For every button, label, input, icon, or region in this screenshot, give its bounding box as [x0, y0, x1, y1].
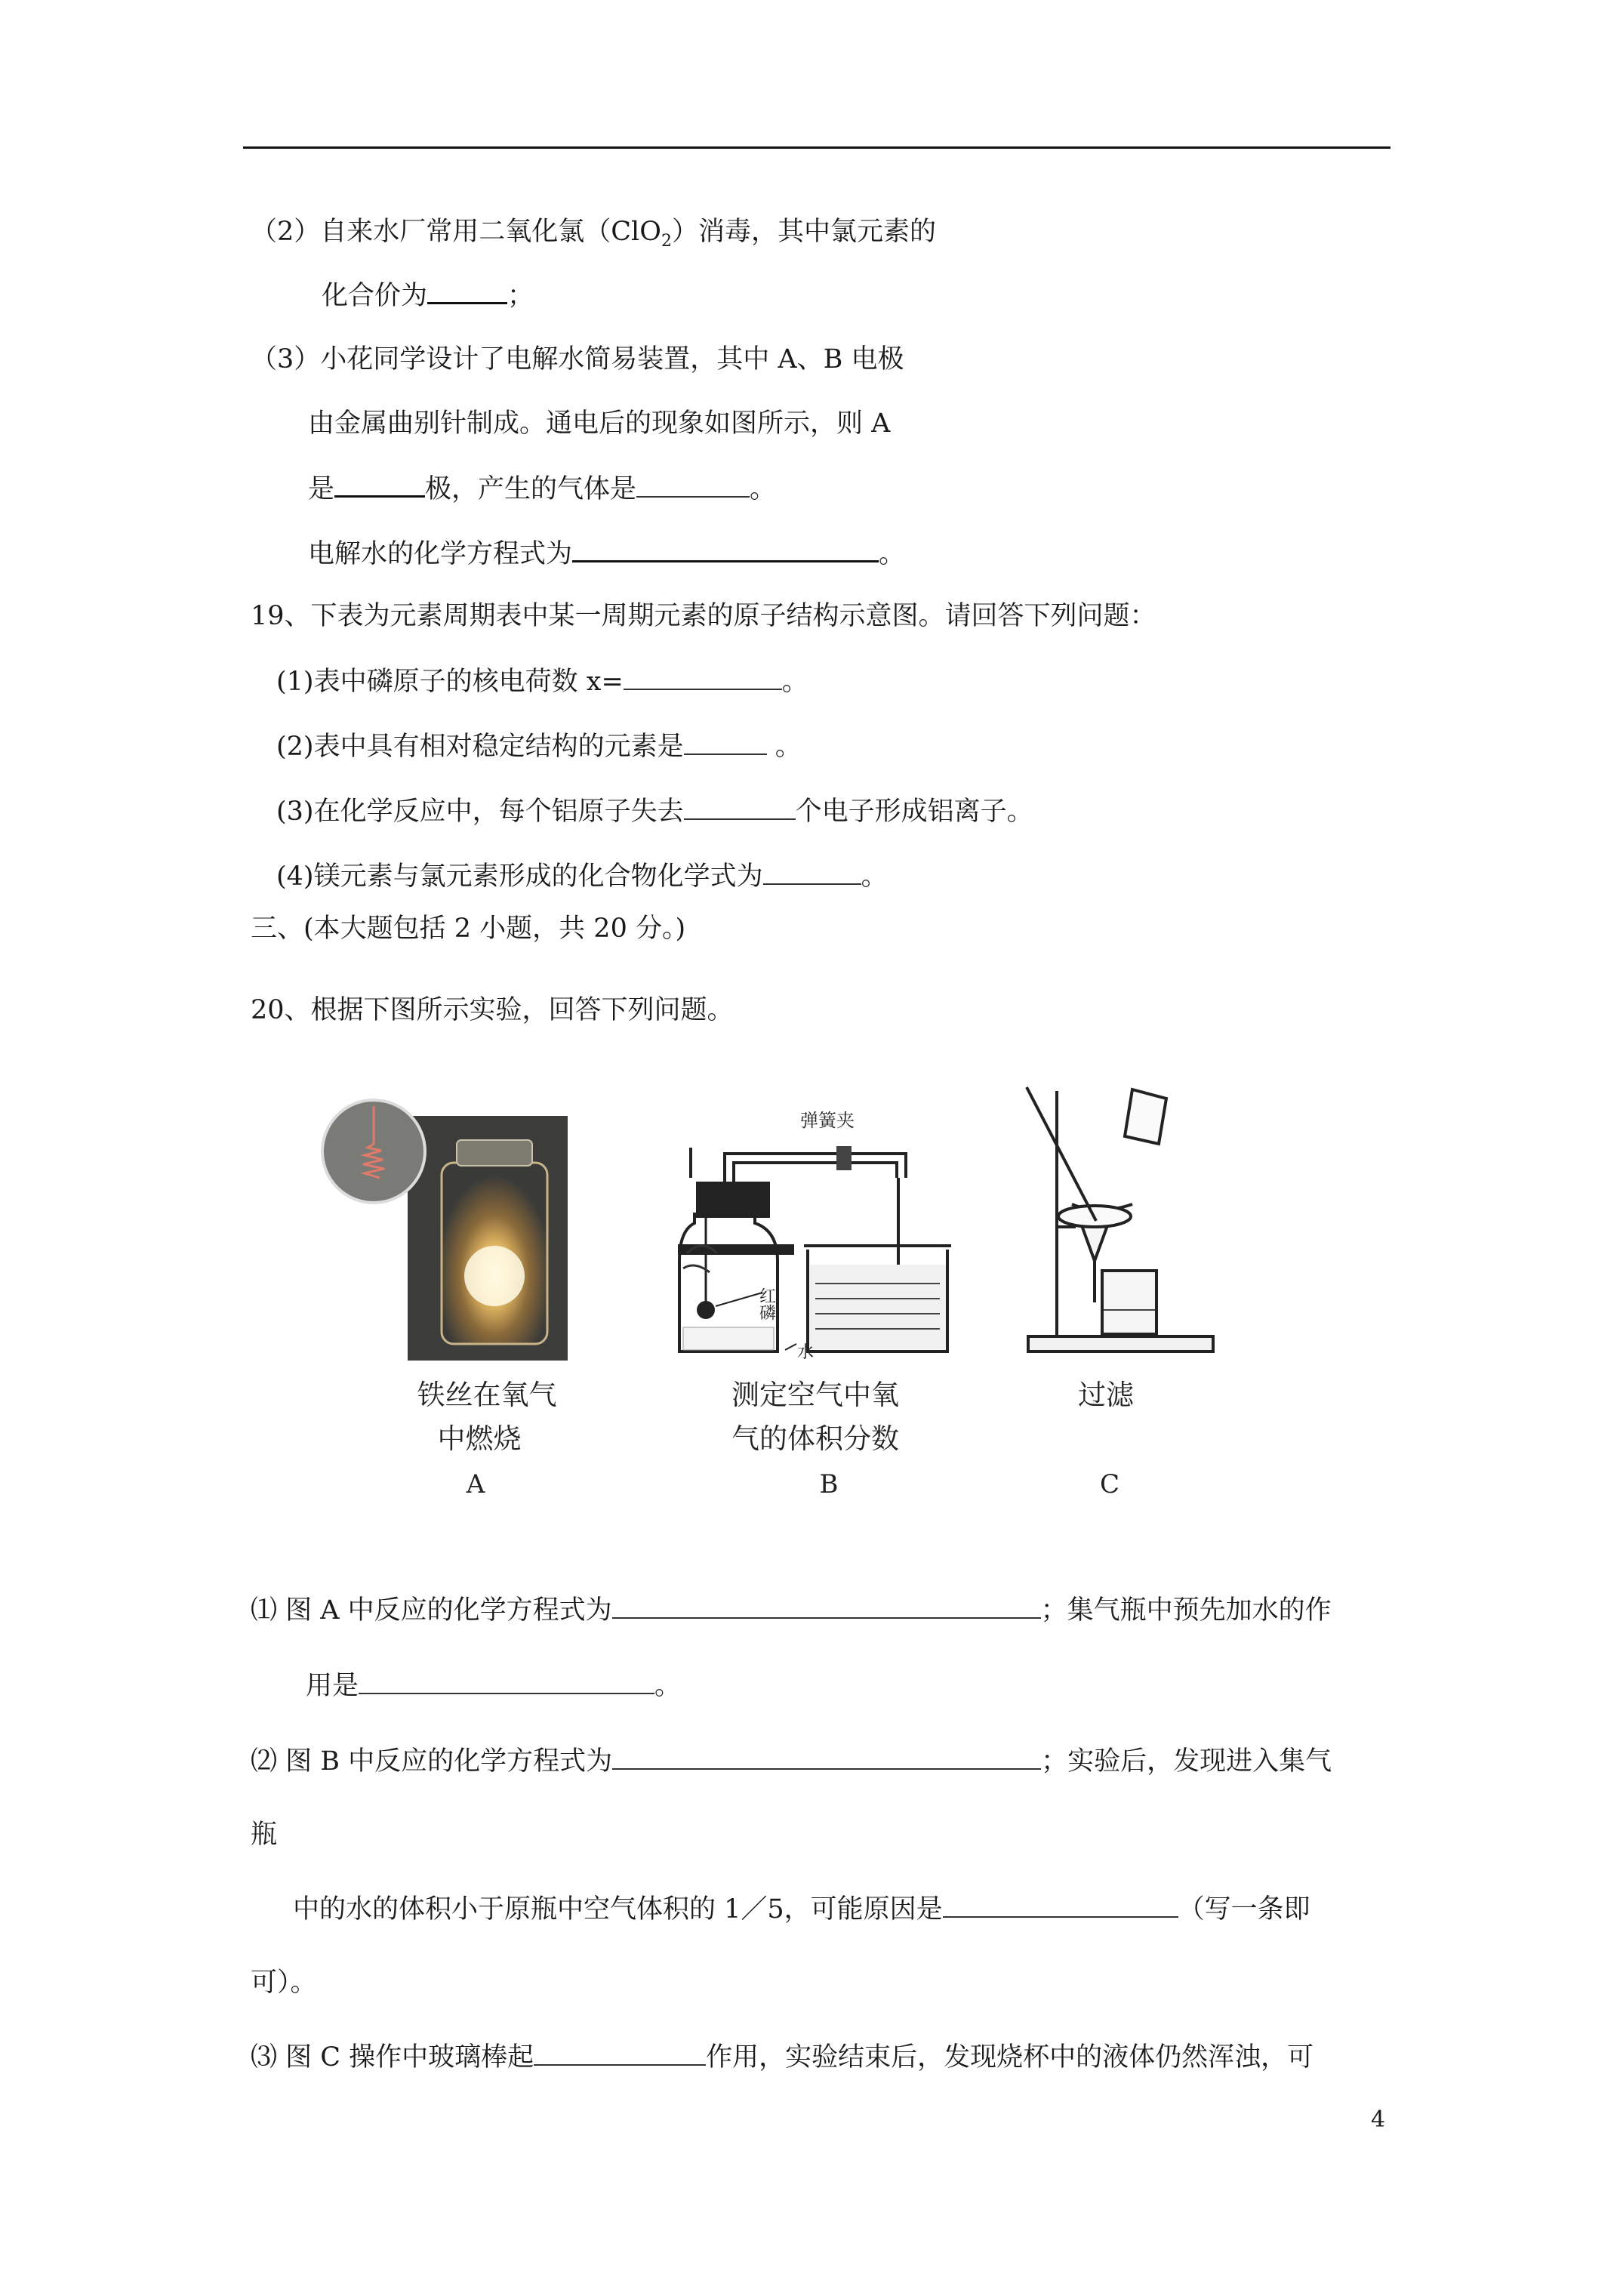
section-3-heading: 三、(本大题包括 2 小题，共 20 分。)	[251, 914, 686, 944]
q18-part3-line4: 电解水的化学方程式为 。	[308, 535, 905, 572]
answer-blank[interactable]	[763, 858, 861, 885]
q19-sub1: (1)表中磷原子的核电荷数 x= 。	[276, 663, 808, 700]
figure-b-oxygen-volume	[649, 1087, 966, 1374]
figure-b-caption-line2: 气的体积分数	[731, 1422, 899, 1455]
figure-a-iron-burning	[321, 1087, 570, 1367]
figure-b-label: B	[819, 1469, 839, 1499]
answer-blank[interactable]	[427, 276, 507, 304]
answer-blank[interactable]	[612, 1592, 1041, 1619]
figure-a-label: A	[466, 1469, 485, 1499]
figure-c-filtration	[1019, 1083, 1223, 1367]
q20-sub3-line1: ⑶ 图 C 操作中玻璃棒起 作用，实验结束后，发现烧杯中的液体仍然浑浊，可	[251, 2039, 1313, 2076]
q19-sub4: (4)镁元素与氯元素形成的化合物化学式为 。	[276, 858, 888, 895]
answer-blank[interactable]	[334, 470, 425, 498]
figure-c-caption: 过滤	[1078, 1379, 1134, 1411]
answer-blank[interactable]	[612, 1743, 1041, 1770]
answer-blank[interactable]	[684, 793, 796, 820]
q20-sub2-line4: 可）。	[251, 1968, 317, 1998]
q19-sub3: (3)在化学反应中，每个铝原子失去 个电子形成铝离子。	[276, 793, 1033, 830]
answer-blank[interactable]	[684, 728, 767, 755]
q18-part3-line1: （3）小花同学设计了电解水简易装置，其中 A、B 电极	[251, 344, 904, 374]
answer-blank[interactable]	[636, 470, 750, 498]
q20-sub2-line3: 中的水的体积小于原瓶中空气体积的 1／5，可能原因是 （写一条即	[293, 1891, 1310, 1928]
label-clamp: 弹簧夹	[800, 1110, 855, 1131]
q19-sub2: (2)表中具有相对稳定结构的元素是 。	[276, 728, 802, 765]
q18-part2-line2: 化合价为 ；	[322, 276, 534, 314]
answer-blank[interactable]	[534, 2039, 706, 2066]
label-red-phosphorus: 红磷	[756, 1287, 776, 1321]
q20-sub1-line2: 用是 。	[306, 1667, 681, 1704]
figure-b-caption-line1: 测定空气中氧	[731, 1379, 899, 1411]
q19-stem: 19、下表为元素周期表中某一周期元素的原子结构示意图。请回答下列问题：	[251, 601, 1156, 631]
label-water: 水	[797, 1343, 815, 1362]
q20-sub2-line2: 瓶	[251, 1820, 278, 1850]
q20-sub2-line1: ⑵ 图 B 中反应的化学方程式为 ；实验后，发现进入集气	[251, 1743, 1332, 1780]
answer-blank[interactable]	[359, 1667, 654, 1694]
answer-blank[interactable]	[624, 663, 782, 690]
figure-a-caption-line1: 铁丝在氧气	[417, 1379, 557, 1411]
page-number: 4	[1371, 2106, 1386, 2133]
figure-a-caption-line2: 中燃烧	[437, 1422, 522, 1455]
answer-blank[interactable]	[572, 535, 879, 562]
header-rule	[243, 146, 1390, 149]
q18-part3-line3: 是 极，产生的气体是 。	[308, 470, 776, 507]
q20-sub1-line1: ⑴ 图 A 中反应的化学方程式为 ；集气瓶中预先加水的作	[251, 1592, 1332, 1629]
q18-part2-line1: （2）自来水厂常用二氧化氯（ClO$_2$）消毒，其中氯元素的	[251, 217, 936, 251]
figure-c-label: C	[1099, 1469, 1119, 1499]
q18-part3-line2: 由金属曲别针制成。通电后的现象如图所示，则 A	[308, 408, 891, 439]
q20-stem: 20、根据下图所示实验，回答下列问题。	[251, 995, 734, 1025]
answer-blank[interactable]	[943, 1891, 1178, 1918]
